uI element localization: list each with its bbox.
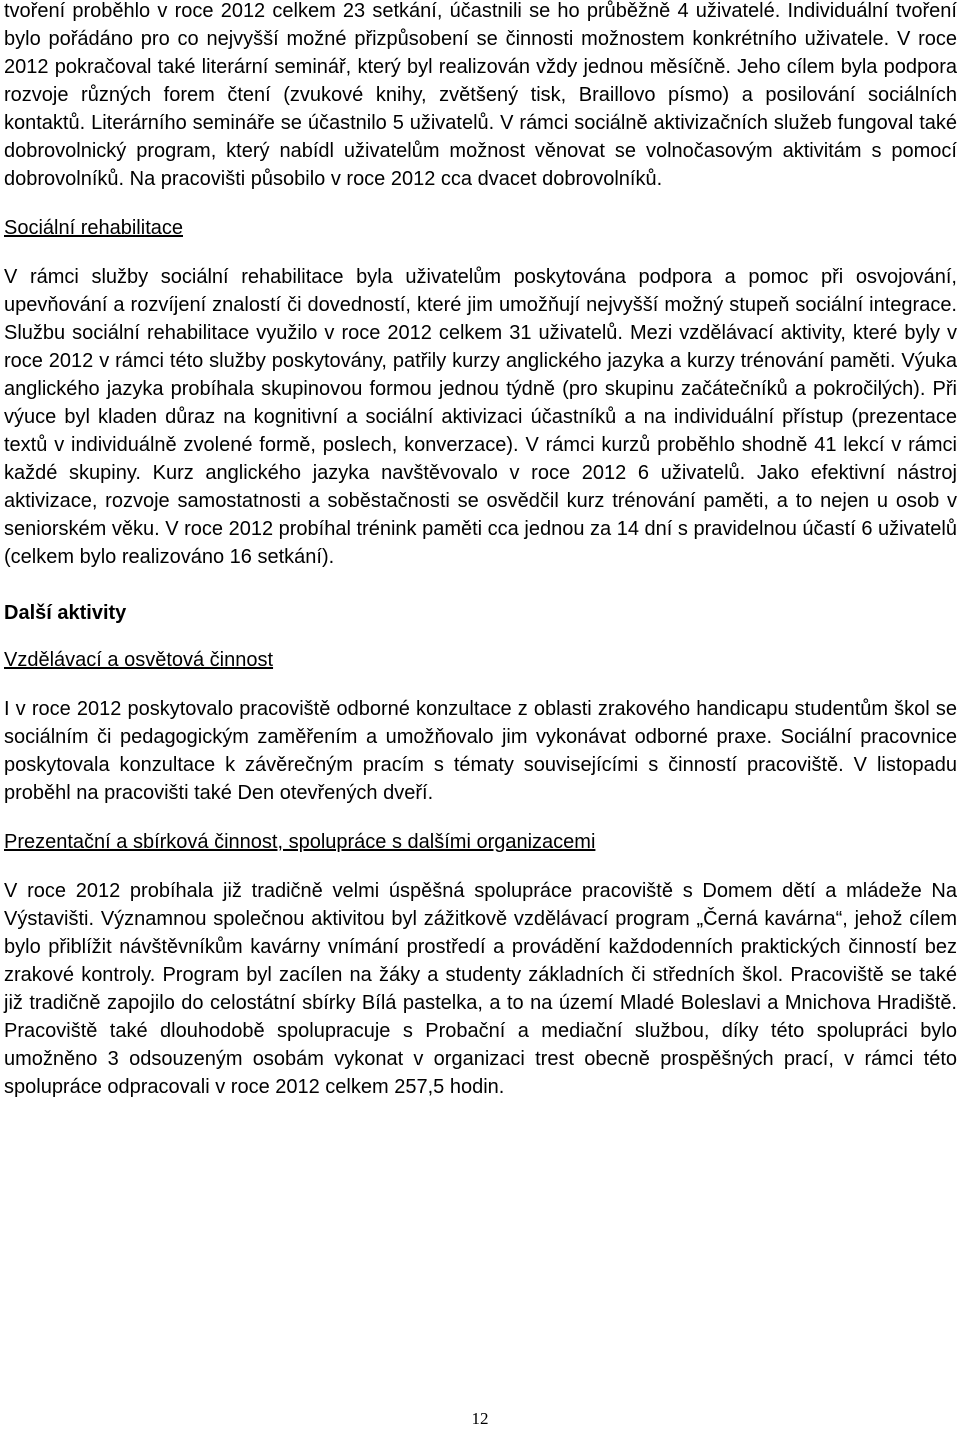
document-page bbox=[4, 0, 957, 1101]
paragraph-education: I v roce 2012 poskytovalo pracoviště odborné konzultace z oblasti zrakového handicapu studentům škol se sociálním či pedagogickým zaměřením a umožňovalo jim vykonávat odborné praxe. Sociální pracovnice poskytovala konzultace k závěrečným pracím s tématy souvisejícími s činností pracoviště. V listopadu proběhl na pracovišti také Den otevřených dveří. bbox=[4, 698, 957, 804]
intro-paragraph: tvoření proběhlo v roce 2012 celkem 23 setkání, účastnili se ho průběžně 4 uživatelé. Individuální tvoření bylo pořádáno pro co nejvyšší možné přizpůsobení se činnosti možnostem konkrétního uživatele. V roce 2012 pokračoval také literární seminář, který byl realizován vždy jednou měsíčně. Jeho cílem byla podpora rozvoje různých forem čtení (zvukové knihy, zvětšený tisk, Braillovo písmo) a posilování sociálních kontaktů. Literárního semináře se účastnilo 5 uživatelů. V rámci sociálně aktivizačních služeb fungoval také dobrovolnický program, který nabídl uživatelům možnost věnovat se volnočasovým aktivitám s pomocí dobrovolníků. Na pracovišti působilo v roce 2012 cca dvacet dobrovolníků. bbox=[4, 0, 957, 190]
page-number: 12 bbox=[471, 1409, 489, 1428]
heading-social-rehabilitation: Sociální rehabilitace bbox=[4, 217, 183, 239]
heading-education: Vzdělávací a osvětová činnost bbox=[4, 649, 274, 671]
heading-presentation: Prezentační a sbírková činnost, spolupráce s dalšími organizacemi bbox=[4, 831, 596, 853]
heading-other-activities: Další aktivity bbox=[4, 602, 127, 624]
paragraph-presentation: V roce 2012 probíhala již tradičně velmi úspěšná spolupráce pracoviště s Domem dětí a mládeže Na Výstavišti. Významnou společnou aktivitou byl zážitkově vzdělávací program „Černá kavárna“, jehož cílem bylo přiblížit návštěvníkům kavárny vnímání prostředí a provádění každodenních praktických činností bez zrakové kontroly. Program byl zacílen na žáky a studenty základních či středních škol. Pracoviště se také již tradičně zapojilo do celostátní sbírky Bílá pastelka, a to na území Mladé Boleslavi a Mnichova Hradiště. Pracoviště také dlouhodobě spolupracuje s Probační a mediační službou, díky této spolupráci bylo umožněno 3 odsouzeným osobám vykonat v organizaci trest obecně prospěšných prací, v rámci této spolupráce odpracovali v roce 2012 celkem 257,5 hodin. bbox=[4, 880, 957, 1098]
paragraph-social-rehabilitation: V rámci služby sociální rehabilitace byla uživatelům poskytována podpora a pomoc při osvojování, upevňování a rozvíjení znalostí či dovedností, které jim umožňují nejvyšší možný stupeň sociální integrace. Službu sociální rehabilitace využilo v roce 2012 celkem 31 uživatelů. Mezi vzdělávací aktivity, které byly v roce 2012 v rámci této služby poskytovány, patřily kurzy anglického jazyka a kurzy trénování paměti. Výuka anglického jazyka probíhala skupinovou formou jednou týdně (pro skupinu začátečníků a pokročilých). Při výuce byl kladen důraz na kognitivní a sociální aktivizaci účastníků a na individuální přístup (prezentace textů v individuálně zvolené formě, poslech, konverzace). V rámci kurzů proběhlo shodně 41 lekcí v rámci každé skupiny. Kurz anglického jazyka navštěvovalo v roce 2012 6 uživatelů. Jako efektivní nástroj aktivizace, rozvoje samostatnosti a soběstačnosti se osvědčil kurz trénování paměti, a to nejen u osob v seniorském věku. V roce 2012 probíhal trénink paměti cca jednou za 14 dní s pravidelnou účastí 6 uživatelů (celkem bylo realizováno 16 setkání). bbox=[4, 266, 957, 568]
